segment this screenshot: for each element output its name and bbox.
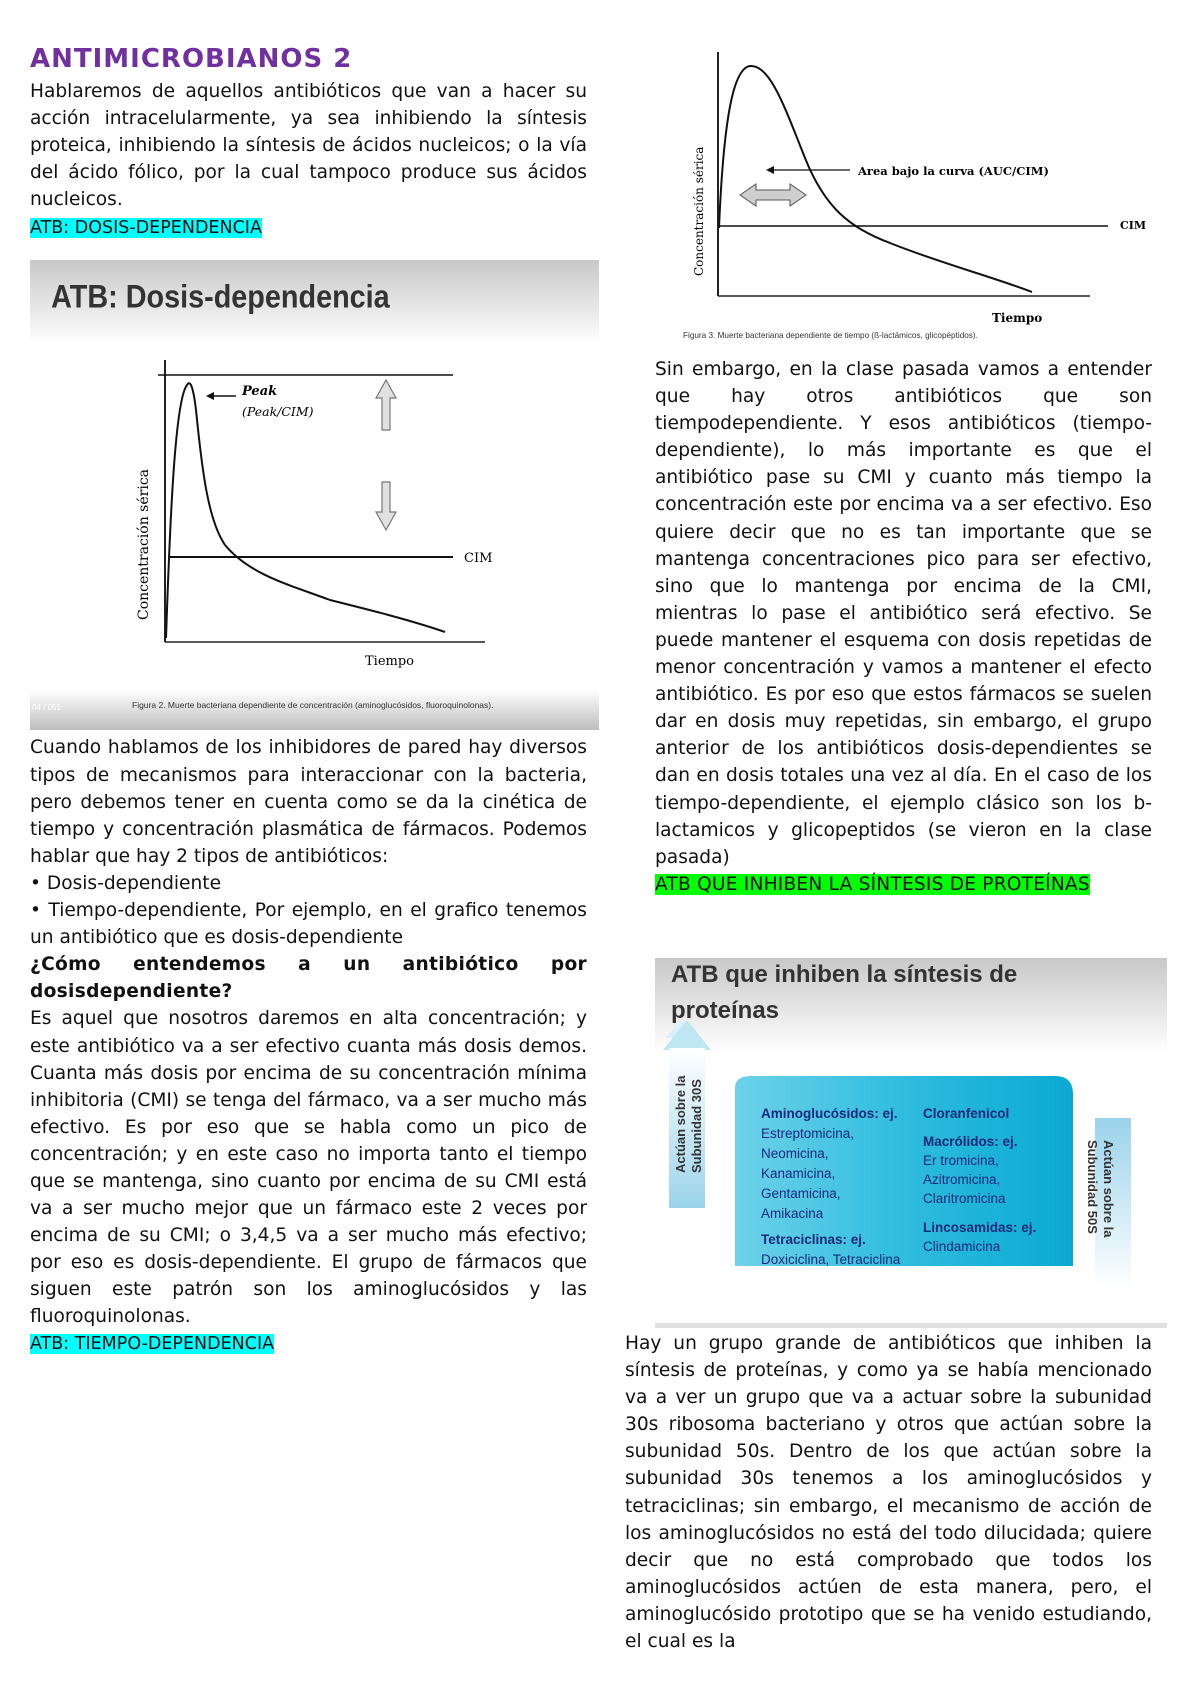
aminoglucosidos-heading: Aminoglucósidos: ej. [761,1106,898,1121]
cim-label-left: CIM [464,551,493,567]
down-arrow-icon [376,482,396,530]
macrolido-item-3: Claritromicina [923,1191,1006,1206]
aminoglucosido-item-4: Gentamicina, [761,1186,841,1201]
tiempo-dependencia-figure [620,48,1168,352]
x-axis-label-left: Tiempo [365,654,414,670]
aminoglucosido-item-1: Estreptomicina, [761,1126,855,1141]
heading-tiempo-dependencia: ATB: TIEMPO-DEPENDENCIA [30,1333,275,1354]
heading-dosis-dependencia: ATB: DOSIS-DEPENDENCIA [30,218,262,239]
arrow-50s-label-line2: Subunidad 50S [1085,1140,1100,1234]
arrow-50s-label-line1: Actúan sobre la [1101,1140,1116,1238]
heading-sintesis-proteinas: ATB QUE INHIBEN LA SÍNTESIS DE PROTEÍNAS [655,873,1090,895]
slide1-title: ATB: Dosis-dependencia [51,279,390,316]
lincosamidas-heading: Lincosamidas: ej. [923,1220,1037,1235]
arrow-30s-label-line2: Subunidad 30S [689,1079,704,1173]
right-column-bottom [625,1330,1152,1655]
up-arrow-icon [376,380,396,430]
cloranfenicol-heading: Cloranfenicol [923,1106,1010,1121]
peak-label: Peak [242,384,278,400]
x-axis-label-right: Tiempo [992,311,1043,325]
fig3-caption: Figura 3. Muerte bacteriana dependiente de tiempo (ß-lactámicos, glicopéptidos). [683,331,978,340]
slide2-title-line1: ATB que inhiben la síntesis de [671,961,1018,988]
aminoglucosido-item-3: Kanamicina, [761,1166,836,1181]
aminoglucosido-item-2: Neomicina, [761,1146,829,1161]
macrolidos-heading: Macrólidos: ej. [923,1134,1018,1149]
peak-sub-label: (Peak/CIM) [242,404,314,420]
y-axis-label-left: Concentración sérica [136,469,152,621]
paragraph-inhibidores-pared: Cuando hablamos de los inhibidores de pared hay diversos tipos de mecanismos para interaccionar con la bacteria, pero debemos tener en cuenta como se da la cinética de tiempo y concentración plasmática de fármacos. Podemos hablar que hay 2 tipos de antibióticos: [30,737,587,867]
macrolido-item-1: Er tromicina, [923,1153,999,1168]
y-axis-label-right: Concentración sérica [692,146,706,276]
dosis-dependencia-slide [30,260,599,730]
document-title: ANTIMICROBIANOS 2 [30,44,353,74]
lincosamidas-item-1: Clindamicina [923,1239,1001,1254]
auc-label: Area bajo la curva (AUC/CIM) [858,164,1049,178]
proteinas-slide [655,958,1167,1328]
fig3-chart [620,48,1168,348]
aminoglucosido-item-5: Amikacina [761,1206,824,1221]
question-dosis-dependiente: ¿Cómo entendemos a un antibiótico por dosisdependiente? [30,954,587,1003]
paragraph-dosis-dependiente: Es aquel que nosotros daremos en alta concentración; y este antibiótico va a ser efectivo cuanta más dosis demos. Cuanta más dosis por encima de su concentración mínima inhibitoria (CMI) se tenga del fármaco, va a ser mucho más efectivo. Es por eso que se habla como un pico de concentración; y en este caso no importa tanto el tiempo que se mantenga, sino cuanto por encima de su CMI está va a ser mucho mejor que un fármaco este 2 veces por encima de su CMI; o 3,4,5 va a ser mucho más efectivo; por eso es dosis-dependiente. El grupo de fármacos que siguen este patrón son los aminoglucósidos y las fluoroquinolonas. [30,1008,587,1328]
proteinas-figure [655,958,1167,1328]
paragraph-sintesis-proteinas: Hay un grupo grande de antibióticos que inhiben la síntesis de proteínas, y como ya se había mencionado va a ver un grupo que va a actuar sobre la subunidad 30s ribosoma bacteriano y otros que actúan sobre la subunidad 50s. Dentro de los que actúan sobre la subunidad 30s tenemos a los aminoglucósidos y tetraciclinas; sin embargo, el mecanismo de acción de los aminoglucósidos no está del todo dilucidada; quiere decir que no está comprobado que todos los aminoglucósidos actúen de esta manera, pero, el aminoglucósido prototipo que se ha venido estudiando, el cual es la [625,1333,1152,1653]
macrolido-item-2: Azitromicina, [923,1172,1001,1187]
dosis-dependencia-figure [30,260,599,730]
bullet-dosis-dependiente: • Dosis-dependiente [30,872,222,894]
left-column [30,44,587,1358]
slide1-caption: Figura 2. Muerte bacteriana dependiente de concentración (aminoglucósidos, fluoroquinolonas). [132,700,494,711]
right-column [655,356,1152,898]
slide2-title-line2: proteínas [671,997,780,1024]
cim-label-right: CIM [1120,219,1147,232]
arrow-30s-label-line1: Actúan sobre la [673,1075,688,1173]
tetraciclinas-item-1: Doxiciclina, Tetraciclina [761,1252,901,1267]
slide1-corner-number: 04 / 051 [32,703,61,713]
paragraph-tiempo-dependiente: Sin embargo, en la clase pasada vamos a entender que hay otros antibióticos que son tiempodependiente. Y esos antibióticos (tiempo-dependiente), lo más importante es que el antibiótico pase su CMI y cuanto más tiempo la concentración este por encima va a ser efectivo. Eso quiere decir que no es tan importante que se mantenga concentraciones pico para ser efectivo, sino que lo mantenga por encima de la CMI, mientras lo pase el antibiótico será efectivo. Se puede mantener el esquema con dosis repetidas de menor concentración y vamos a mantener el efecto antibiótico. Es por eso que estos fármacos se suelen dar en dosis muy repetidas, sin embargo, el grupo anterior de los antibióticos dosis-dependientes se dan en dosis totales una vez al día. En el caso de los tiempo-dependiente, el ejemplo clásico son los b-lactamicos y glicopeptidos (se vieron en la clase pasada) [655,359,1152,868]
intro-paragraph: Hablaremos de aquellos antibióticos que van a hacer su acción intracelularmente, ya sea inhibiendo la síntesis proteica, inhibiendo la síntesis de ácidos nucleicos; o la vía del ácido fólico, por la cual tampoco produce sus ácidos nucleicos. [30,81,587,211]
tetraciclinas-heading: Tetraciclinas: ej. [761,1232,866,1247]
bullet-tiempo-dependiente: • Tiempo-dependiente, Por ejemplo, en el grafico tenemos un antibiótico que es dosis-dependiente [30,900,587,949]
